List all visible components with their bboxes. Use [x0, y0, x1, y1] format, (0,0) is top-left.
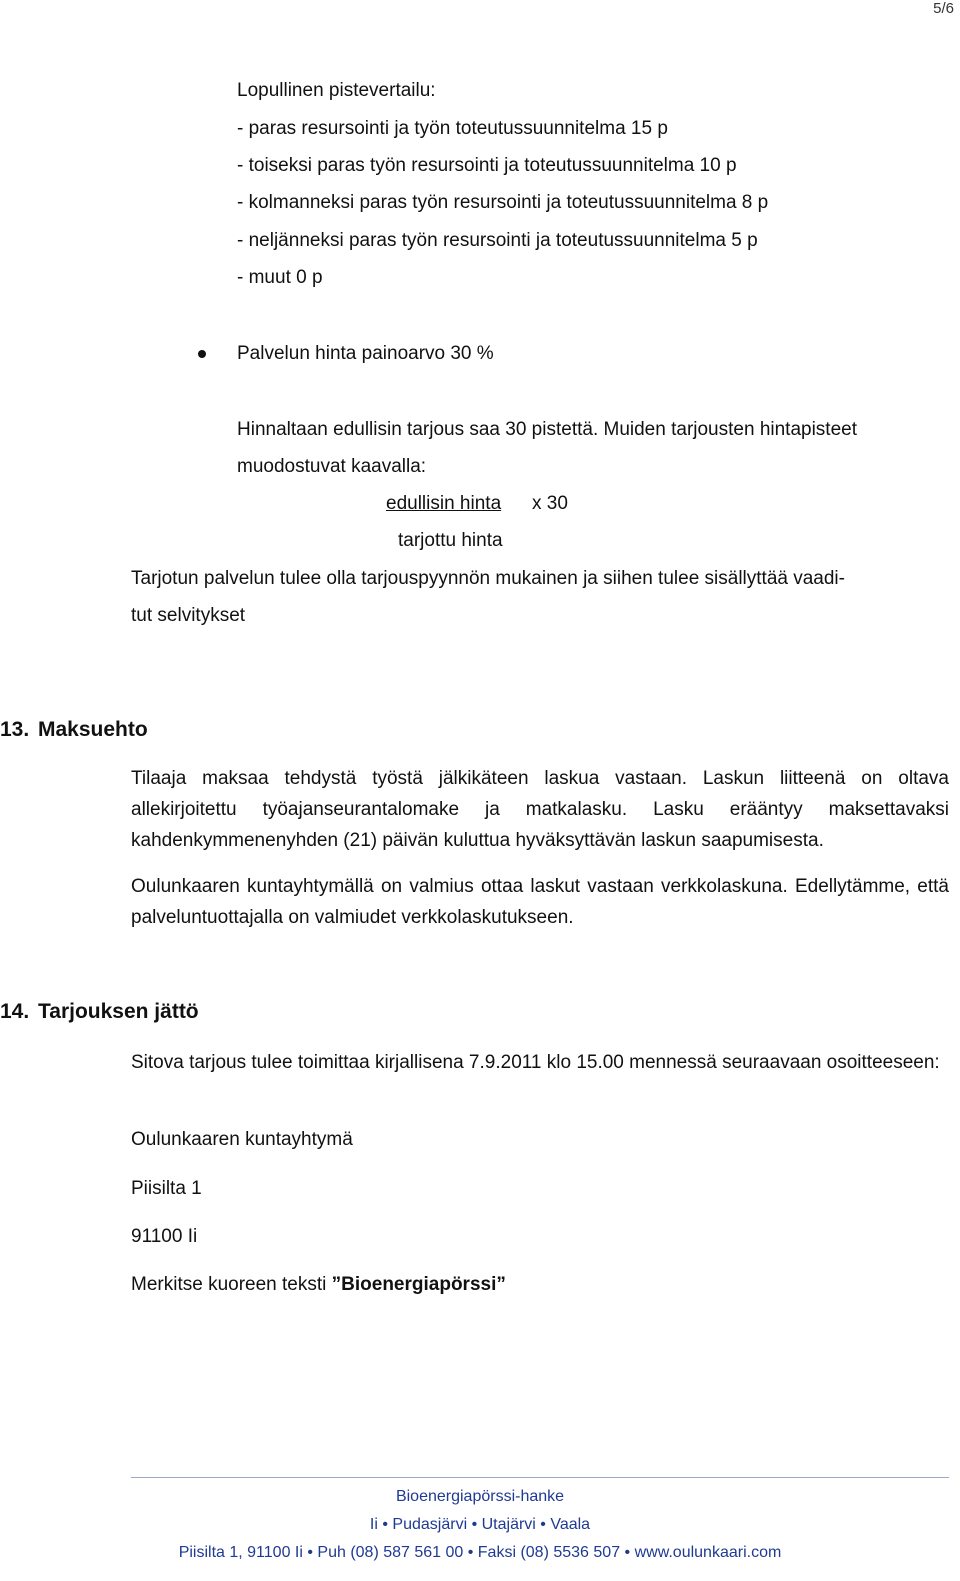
address-street: Piisilta 1	[131, 1178, 202, 1199]
section-title: Maksuehto	[38, 718, 148, 741]
formula-numerator: edullisin hinta	[386, 493, 502, 514]
payment-paragraph: Tilaaja maksaa tehdystä työstä jälkikäteen laskua vastaan. Laskun liitteenä on oltava allekirjoitettu työajanseurantalomake ja matkalasku. Lasku erääntyy maksettavaksi kahdenkymmenenyhden (21) päivän kuluttua hyväksyttävän laskun saapumisesta.	[131, 768, 949, 851]
submission-paragraph: Sitova tarjous tulee toimittaa kirjallisena 7.9.2011 klo 15.00 mennessä seuraavaan osoitteeseen:	[131, 1052, 940, 1073]
price-rule-line2: muodostuvat kaavalla:	[237, 456, 427, 477]
envelope-label: ”Bioenergiapörssi”	[331, 1274, 506, 1295]
list-item: - paras resursointi ja työn toteutussuunnitelma 15 p	[237, 118, 668, 139]
price-rule-line1: Hinnaltaan edullisin tarjous saa 30 pistettä. Muiden tarjousten hintapisteet	[237, 419, 857, 440]
score-comparison-title: Lopullinen pistevertailu:	[237, 80, 436, 101]
address-city: 91100 Ii	[131, 1226, 198, 1247]
list-item: - muut 0 p	[237, 267, 323, 288]
bullet-icon	[198, 350, 206, 358]
footer-project: Bioenergiapörssi-hanke	[395, 1488, 565, 1505]
footer-divider	[131, 1477, 949, 1478]
price-note-line1: Tarjotun palvelun tulee olla tarjouspyynnön mukainen ja siihen tulee sisällyttää vaadi-	[131, 568, 845, 589]
list-item: - kolmanneksi paras työn resursointi ja toteutussuunnitelma 8 p	[237, 192, 769, 213]
page-number: 5/6	[933, 0, 954, 17]
section-heading-submission	[0, 1000, 199, 1024]
footer-contact: Piisilta 1, 91100 Ii • Puh (08) 587 561 00 • Faksi (08) 5536 507 • www.oulunkaari.com	[178, 1544, 782, 1561]
section-number: 13.	[0, 718, 30, 741]
list-item: - toiseksi paras työn resursointi ja toteutussuunnitelma 10 p	[237, 155, 737, 176]
section-title: Tarjouksen jättö	[38, 1000, 199, 1023]
price-weight-heading: Palvelun hinta painoarvo 30 %	[237, 343, 494, 364]
section-heading-payment	[0, 718, 148, 742]
section-number: 14.	[0, 1000, 30, 1023]
list-item: - neljänneksi paras työn resursointi ja toteutussuunnitelma 5 p	[237, 230, 758, 251]
payment-terms	[131, 763, 949, 933]
address-name: Oulunkaaren kuntayhtymä	[131, 1129, 353, 1150]
e-invoice-paragraph: Oulunkaaren kuntayhtymällä on valmius ottaa laskut vastaan verkkolaskuna. Edellytämme, että palveluntuottajalla on valmiudet verkkolaskutukseen.	[131, 876, 949, 928]
price-note-line2: tut selvitykset	[131, 605, 246, 626]
formula-factor: x 30	[532, 493, 568, 514]
formula-denominator: tarjottu hinta	[398, 530, 503, 551]
envelope-instruction: Merkitse kuoreen teksti ”Bioenergiapörssi”	[131, 1274, 506, 1295]
footer-municipalities: Ii • Pudasjärvi • Utajärvi • Vaala	[369, 1516, 591, 1533]
